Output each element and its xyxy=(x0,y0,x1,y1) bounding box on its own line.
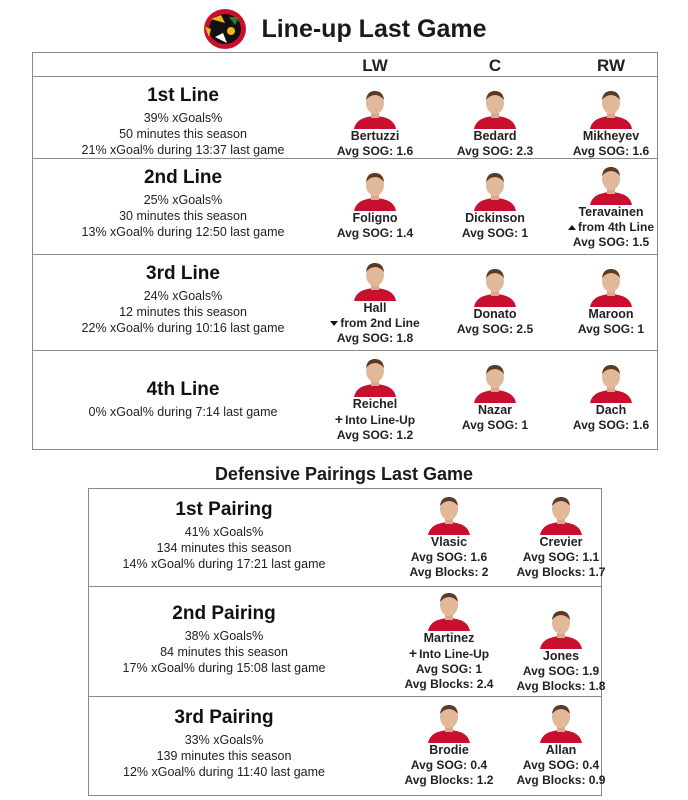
line-info xyxy=(33,263,333,336)
line-stat: 50 minutes this season xyxy=(119,127,247,141)
pairing-stat: 12% xGoal% during 11:40 last game xyxy=(123,765,325,779)
player-card xyxy=(551,87,671,159)
arrow-down-icon xyxy=(330,321,338,326)
pairing-name: 3rd Pairing xyxy=(174,707,274,728)
player-blocks: Avg Blocks: 1.7 xyxy=(516,565,606,579)
pairing-name: 2nd Pairing xyxy=(172,603,276,624)
player-name: Foligno xyxy=(352,211,398,225)
player-blocks: Avg Blocks: 1.2 xyxy=(404,773,494,787)
player-sog: Avg SOG: 1.8 xyxy=(336,331,414,345)
player-sog: Avg SOG: 1.4 xyxy=(336,226,414,240)
player-name: Dickinson xyxy=(465,211,525,225)
player-headshot xyxy=(586,361,636,403)
forward-line-row xyxy=(33,255,657,351)
forward-line-row xyxy=(33,351,657,449)
player-note: from 4th Line xyxy=(551,220,671,235)
player-headshot xyxy=(586,163,636,205)
player-card xyxy=(435,169,555,241)
pairing-stat: 134 minutes this season xyxy=(156,541,292,555)
player-name: Martinez xyxy=(423,631,475,645)
player-name: Teravainen xyxy=(578,205,644,219)
line-stat: 13% xGoal% during 12:50 last game xyxy=(81,225,285,239)
player-headshot xyxy=(536,607,586,649)
player-headshot xyxy=(586,265,636,307)
pairing-stat: 14% xGoal% during 17:21 last game xyxy=(122,557,326,571)
player-card xyxy=(551,265,671,337)
player-sog: Avg SOG: 2.3 xyxy=(456,144,534,158)
column-header-rw: RW xyxy=(596,56,625,75)
player-card xyxy=(315,87,435,159)
player-headshot xyxy=(350,169,400,211)
player-card xyxy=(435,265,555,337)
player-card xyxy=(551,163,671,250)
player-card xyxy=(435,361,555,433)
player-name: Dach xyxy=(595,403,627,417)
defense-player-card xyxy=(501,701,621,788)
player-name: Allan xyxy=(545,743,577,757)
pairing-info xyxy=(89,603,359,676)
pairing-row xyxy=(89,587,606,697)
player-sog: Avg SOG: 1.9 xyxy=(522,664,600,678)
player-name: Reichel xyxy=(352,397,398,411)
player-sog: Avg SOG: 1.1 xyxy=(522,550,600,564)
player-sog: Avg SOG: 1 xyxy=(461,418,529,432)
forward-lines-table xyxy=(32,52,658,450)
column-header-c: C xyxy=(488,56,502,75)
player-card xyxy=(315,169,435,241)
line-stat: 22% xGoal% during 10:16 last game xyxy=(81,321,285,335)
defense-player-card xyxy=(389,493,509,580)
defensive-pairings-table xyxy=(88,488,606,796)
blackhawks-logo-icon xyxy=(201,7,249,51)
line-name: 1st Line xyxy=(147,85,219,106)
page-title: Line-up Last Game xyxy=(261,14,487,43)
pairing-stat: 139 minutes this season xyxy=(156,749,292,763)
pairing-stat: 84 minutes this season xyxy=(160,645,288,659)
player-card xyxy=(435,87,555,159)
player-name: Brodie xyxy=(429,743,469,757)
player-sog: Avg SOG: 1.6 xyxy=(572,144,650,158)
line-name: 3rd Line xyxy=(146,263,220,284)
player-name: Mikheyev xyxy=(582,129,640,143)
player-headshot xyxy=(350,355,400,397)
defense-player-card xyxy=(389,589,509,692)
player-note: from 2nd Line xyxy=(315,316,435,331)
line-name: 4th Line xyxy=(146,379,220,400)
pairing-stat: 38% xGoals% xyxy=(184,629,264,643)
player-name: Bedard xyxy=(473,129,517,143)
forward-line-row xyxy=(33,77,657,159)
player-headshot xyxy=(350,259,400,301)
defense-player-card xyxy=(501,493,621,580)
player-name: Nazar xyxy=(477,403,513,417)
pairing-info xyxy=(89,707,359,780)
line-info xyxy=(33,85,333,158)
line-stat: 12 minutes this season xyxy=(119,305,247,319)
player-headshot xyxy=(424,589,474,631)
player-sog: Avg SOG: 1.6 xyxy=(336,144,414,158)
player-name: Donato xyxy=(473,307,517,321)
line-stat: 30 minutes this season xyxy=(119,209,247,223)
player-headshot xyxy=(470,265,520,307)
player-sog: Avg SOG: 0.4 xyxy=(522,758,600,772)
player-note: + Into Line-Up xyxy=(408,645,490,661)
line-stat: 39% xGoals% xyxy=(143,111,223,125)
player-headshot xyxy=(470,361,520,403)
pairing-stat: 17% xGoal% during 15:08 last game xyxy=(122,661,326,675)
player-note: + Into Line-Up xyxy=(334,411,416,427)
column-header-row xyxy=(33,53,657,77)
line-stat: 25% xGoals% xyxy=(143,193,223,207)
pairing-info xyxy=(89,499,359,572)
defense-player-card xyxy=(501,607,621,694)
player-name: Hall xyxy=(363,301,387,315)
player-blocks: Avg Blocks: 0.9 xyxy=(516,773,606,787)
player-sog: Avg SOG: 1 xyxy=(461,226,529,240)
line-stat: 0% xGoal% during 7:14 last game xyxy=(88,405,278,419)
line-name: 2nd Line xyxy=(143,167,223,188)
player-sog: Avg SOG: 1 xyxy=(415,662,483,676)
line-info xyxy=(33,167,333,240)
player-name: Maroon xyxy=(588,307,634,321)
pairing-name: 1st Pairing xyxy=(175,499,273,520)
plus-icon: + xyxy=(408,645,418,661)
player-sog: Avg SOG: 1 xyxy=(577,322,645,336)
player-sog: Avg SOG: 2.5 xyxy=(456,322,534,336)
player-name: Bertuzzi xyxy=(350,129,400,143)
pairing-row xyxy=(89,697,606,795)
line-stat: 24% xGoals% xyxy=(143,289,223,303)
pairing-stat: 33% xGoals% xyxy=(184,733,264,747)
player-blocks: Avg Blocks: 2.4 xyxy=(404,677,494,691)
pairing-row xyxy=(89,489,606,587)
player-headshot xyxy=(350,87,400,129)
player-sog: Avg SOG: 1.2 xyxy=(336,428,414,442)
player-sog: Avg SOG: 1.6 xyxy=(572,418,650,432)
player-sog: Avg SOG: 1.6 xyxy=(410,550,488,564)
arrow-up-icon xyxy=(568,225,576,230)
player-blocks: Avg Blocks: 1.8 xyxy=(516,679,606,693)
player-name: Vlasic xyxy=(430,535,468,549)
player-headshot xyxy=(470,87,520,129)
player-sog: Avg SOG: 0.4 xyxy=(410,758,488,772)
player-headshot xyxy=(536,493,586,535)
plus-icon: + xyxy=(334,411,344,427)
defense-player-card xyxy=(389,701,509,788)
forward-line-row xyxy=(33,159,657,255)
player-name: Crevier xyxy=(539,535,583,549)
player-card xyxy=(315,259,435,346)
defense-title: Defensive Pairings Last Game xyxy=(214,464,474,484)
player-sog: Avg SOG: 1.5 xyxy=(572,235,650,249)
pairing-stat: 41% xGoals% xyxy=(184,525,264,539)
player-headshot xyxy=(424,493,474,535)
player-card xyxy=(315,355,435,443)
header xyxy=(0,6,688,52)
player-headshot xyxy=(424,701,474,743)
column-header-lw: LW xyxy=(362,56,388,75)
player-headshot xyxy=(586,87,636,129)
player-blocks: Avg Blocks: 2 xyxy=(409,565,489,579)
player-headshot xyxy=(536,701,586,743)
player-headshot xyxy=(470,169,520,211)
player-card xyxy=(551,361,671,433)
line-stat: 21% xGoal% during 13:37 last game xyxy=(81,143,285,157)
player-name: Jones xyxy=(542,649,580,663)
line-info xyxy=(33,379,333,420)
